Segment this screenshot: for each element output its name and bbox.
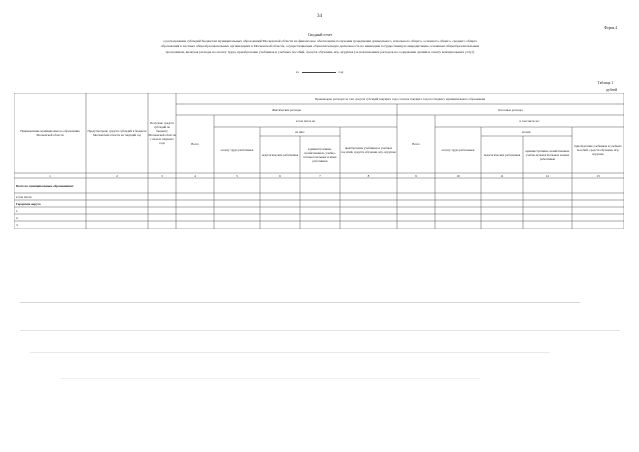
col-number-8: 8 [367, 173, 370, 178]
header-cash-including: в том числе на: [519, 119, 540, 123]
header-received: Получено средств субсидий по бюджету Московской области с начала текущего года [148, 121, 176, 145]
row-item-1: 1. [16, 208, 19, 213]
title-line-3: образования в частных общеобразовательных организациях в Московской области, осуществляющих образовательную деятельность по имеющим государственную аккредитацию основным общеобразовательным [160, 44, 480, 49]
header-provided: Предусмотрено средств субсидий в бюджете Московской области на текущий год [87, 129, 147, 137]
col-number-12: 12 [545, 173, 550, 178]
header-expenses-group: Произведено расходов за счет средств субсидий текущего года с начала текущего года по бюджету муниципального образования [314, 96, 485, 101]
col-number-3: 3 [161, 173, 163, 178]
header-actual-including: в том числе на [295, 119, 316, 123]
document-title [90, 33, 550, 55]
header-cash-teachers: педагогических работников [483, 152, 521, 157]
period-blank [302, 69, 336, 73]
col-number-7: 7 [319, 173, 321, 178]
header-actual-admin: административно-хозяйственных, учебно-вспомогательных и иных работников [303, 146, 337, 163]
header-actual-textbooks: приобретение учебников и учебных пособий, средств обучения, игр, игрушек [341, 146, 396, 154]
header-municipality: Наименование муниципального образования Московской области [20, 129, 80, 137]
unit-label: рублей [606, 88, 617, 92]
col-number-11: 11 [500, 173, 504, 178]
row-total: Всего по муниципальным образованиям: [16, 183, 74, 188]
scan-artifact-line [30, 352, 550, 353]
header-actual-labor: оплату труда работников [220, 148, 254, 152]
form-label: Форма 4 [604, 26, 617, 30]
col-number-6: 6 [279, 173, 281, 178]
title-line-4: программам, включая расходы на оплату труда, приобретение учебников и учебных пособий, средств обучения, игр, игрушек (за исключением расходов на содержание зданий и оплату коммунальных услуг) [165, 49, 475, 54]
col-number-4: 4 [194, 173, 196, 178]
header-cash-admin: административно-хозяйственных, учебно-вспомогательных и иных работников [525, 148, 570, 161]
header-actual-total: Всего [191, 142, 199, 146]
col-number-2: 2 [116, 173, 118, 178]
title-line-1: Сводный отчет [307, 33, 333, 37]
period-suffix: год [338, 70, 344, 74]
header-cash-total: Всего [412, 142, 420, 146]
col-number-5: 5 [236, 173, 238, 178]
row-item-2: 2. [16, 215, 19, 220]
header-cash-of-which: из них: [521, 129, 532, 134]
header-cash-textbooks: приобретение учебников и учебных пособий, средств обучения, игр, игрушек [574, 144, 622, 156]
scan-artifact-line [20, 302, 580, 303]
header-cash: Кассовые расходы [498, 107, 523, 112]
page-number: 34 [317, 14, 322, 19]
header-actual-teachers: педагогических работников [261, 152, 299, 157]
header-actual: Фактические расходы [272, 107, 301, 112]
table-label: Таблица 1 [597, 81, 613, 85]
row-city-districts: Городские округа [16, 201, 41, 206]
row-item-3: 3. [16, 223, 19, 227]
col-number-13: 13 [596, 173, 600, 178]
scan-artifact-line [20, 330, 620, 331]
scan-artifact-line [60, 378, 480, 379]
col-number-9: 9 [415, 173, 417, 178]
col-number-1: 1 [49, 173, 51, 178]
header-cash-labor: оплату труда работников [441, 148, 475, 152]
col-number-10: 10 [456, 173, 460, 178]
header-actual-of-which: из них: [295, 129, 305, 134]
period-prefix: за [295, 70, 299, 74]
report-table [14, 93, 624, 229]
report-period [0, 69, 639, 74]
row-including: в том числе: [16, 194, 33, 199]
title-line-2: о расходовании субсидий бюджетам муниципальных образований Московской области на финансовое обеспечение получения гражданами дошкольного, начального общего, основного общего, среднего общего [162, 38, 478, 43]
